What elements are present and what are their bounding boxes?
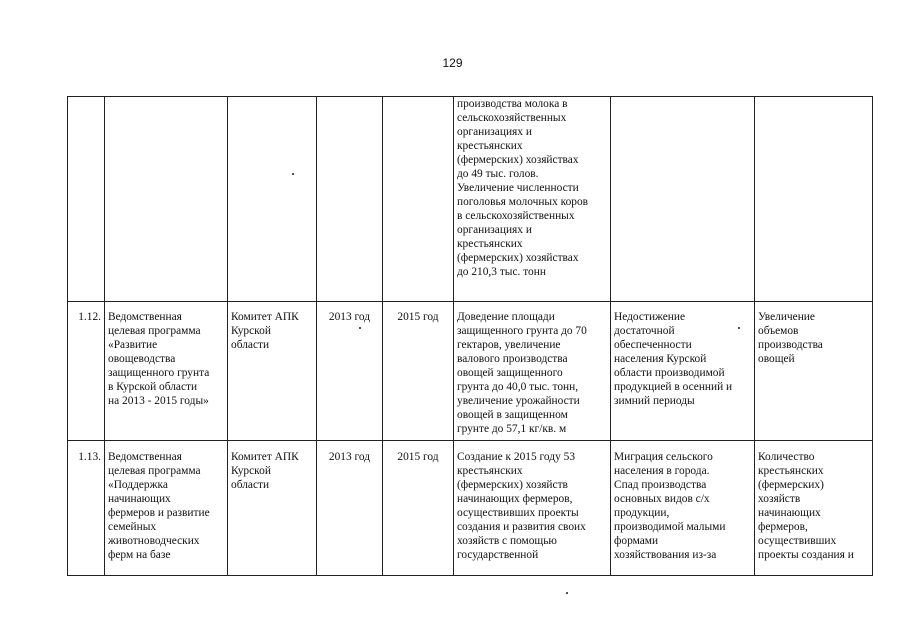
executor-cell: Комитет АПК Курской области — [228, 441, 317, 576]
table-row — [68, 302, 873, 441]
consequence-cell: Недостижение достаточной обеспеченности населения Курской области производимой продукцией в осенний и зимний периоды — [611, 302, 755, 441]
table-row — [68, 441, 873, 576]
scan-speck — [566, 592, 568, 594]
expected-result-cell: Доведение площади защищенного грунта до 70 гектаров, увеличение валового производства овощей защищенного грунта до 40,0 тыс. тонн, увеличение урожайности овощей в защищенном грунте до 57,1 кг/кв. м — [454, 302, 611, 441]
indicator-link-cell: Количество крестьянских (фермерских) хозяйств начинающих фермеров, осуществивших проекты создания и — [755, 441, 873, 576]
expected-result-cell: производства молока в сельскохозяйственных организациях и крестьянских (фермерских) хозяйствах до 49 тыс. голов. Увеличение численности поголовья молочных коров в сельскохозяйственных организациях и крестьянских (фермерских) хозяйствах до 210,3 тыс. тонн — [454, 97, 611, 302]
end-year-cell: 2015 год — [383, 302, 454, 441]
scan-speck — [292, 173, 294, 175]
start-year-cell: 2013 год — [317, 302, 383, 441]
scan-speck — [738, 327, 740, 329]
end-year-cell: 2015 год — [383, 441, 454, 576]
indicator-link-cell: Увеличение объемов производства овощей — [755, 302, 873, 441]
expected-result-cell: Создание к 2015 году 53 крестьянских (фермерских) хозяйств начинающих фермеров, осуществивших проекты создания и развития своих хозяйств с помощью государственной — [454, 441, 611, 576]
start-year-cell — [317, 97, 383, 302]
row-number-cell — [68, 97, 105, 302]
start-year-cell: 2013 год — [317, 441, 383, 576]
program-name-cell: Ведомственная целевая программа «Поддержка начинающих фермеров и развитие семейных животноводческих ферм на базе — [105, 441, 228, 576]
table-row — [68, 97, 873, 302]
row-number-cell: 1.13. — [68, 441, 105, 576]
consequence-cell: Миграция сельского населения в города. Спад производства основных видов с/х продукции, производимой малыми формами хозяйствования из-за — [611, 441, 755, 576]
executor-cell: Комитет АПК Курской области — [228, 302, 317, 441]
end-year-cell — [383, 97, 454, 302]
program-name-cell: Ведомственная целевая программа «Развитие овощеводства защищенного грунта в Курской области на 2013 - 2015 годы» — [105, 302, 228, 441]
program-table — [67, 96, 873, 576]
page-number: 129 — [442, 56, 463, 70]
program-name-cell — [105, 97, 228, 302]
row-number-cell: 1.12. — [68, 302, 105, 441]
consequence-cell — [611, 97, 755, 302]
indicator-link-cell — [755, 97, 873, 302]
scan-speck — [359, 327, 361, 329]
executor-cell — [228, 97, 317, 302]
